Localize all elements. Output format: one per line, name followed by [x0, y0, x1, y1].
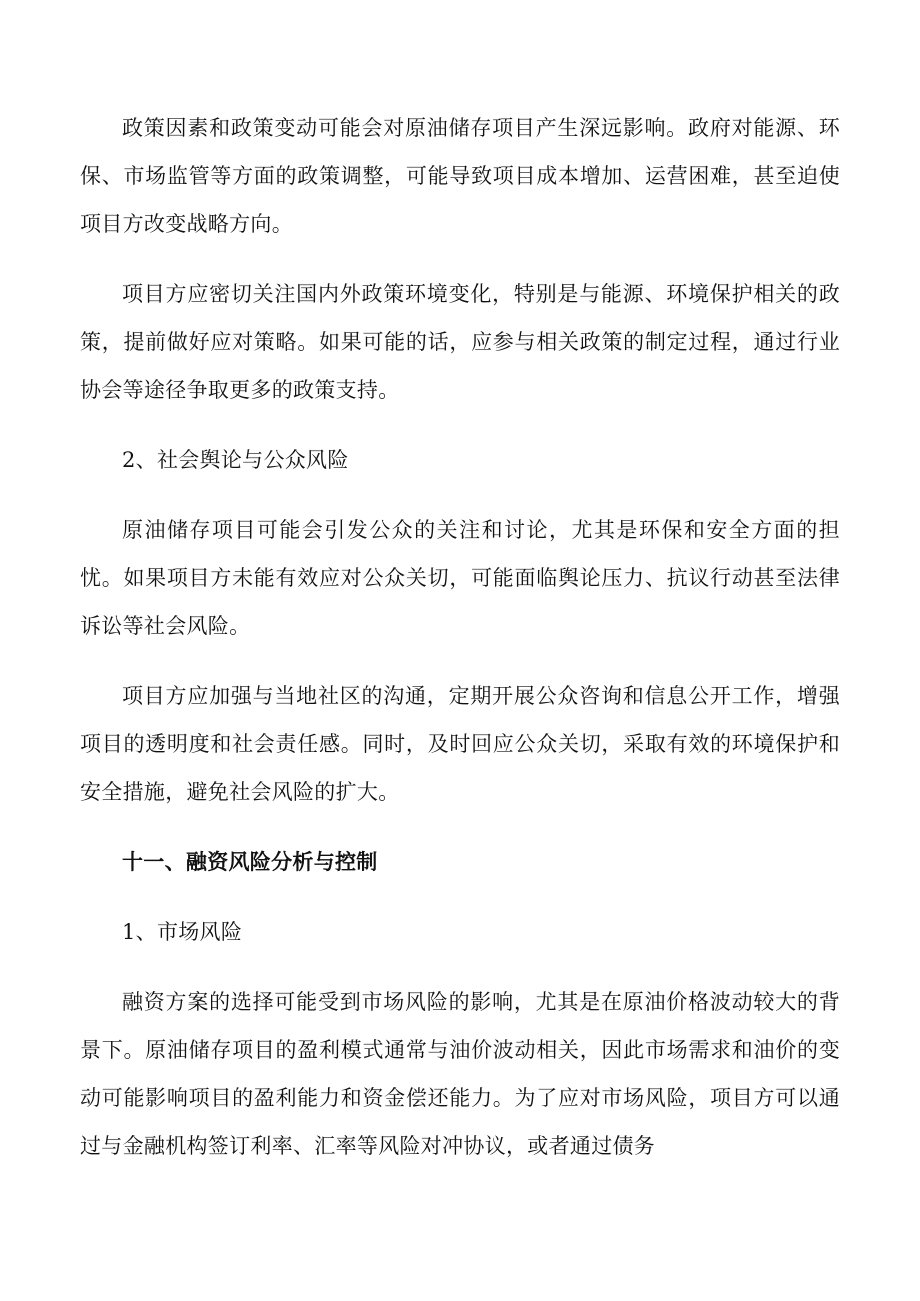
- section-heading-market-risk: 1、市场风险: [122, 920, 243, 944]
- paragraph-community-communication: 项目方应加强与当地社区的沟通，定期开展公众咨询和信息公开工作，增强项目的透明度和社会责任感。同时，及时回应公众关切，采取有效的环境保护和安全措施，避免社会风险的扩大。: [80, 684, 840, 804]
- paragraph-policy-impact: 政策因素和政策变动可能会对原油储存项目产生深远影响。政府对能源、环保、市场监管等方面的政策调整，可能导致项目成本增加、运营困难，甚至迫使项目方改变战略方向。: [80, 116, 840, 236]
- paragraph-market-risk: 融资方案的选择可能受到市场风险的影响，尤其是在原油价格波动较大的背景下。原油储存项目的盈利模式通常与油价波动相关，因此市场需求和油价的变动可能影响项目的盈利能力和资金偿还能力。为了应对市场风险，项目方可以通过与金融机构签订利率、汇率等风险对冲协议，或者通过债务: [80, 990, 840, 1158]
- chapter-heading-financing-risk: 十一、融资风险分析与控制: [122, 849, 378, 874]
- document-page: [80, 104, 840, 1170]
- paragraph-policy-response: 项目方应密切关注国内外政策环境变化，特别是与能源、环境保护相关的政策，提前做好应对策略。如果可能的话，应参与相关政策的制定过程，通过行业协会等途径争取更多的政策支持。: [80, 282, 840, 402]
- section-heading-social-risk: 2、社会舆论与公众风险: [122, 448, 349, 472]
- paragraph-public-concern: 原油储存项目可能会引发公众的关注和讨论，尤其是环保和安全方面的担忧。如果项目方未能有效应对公众关切，可能面临舆论压力、抗议行动甚至法律诉讼等社会风险。: [80, 518, 840, 638]
